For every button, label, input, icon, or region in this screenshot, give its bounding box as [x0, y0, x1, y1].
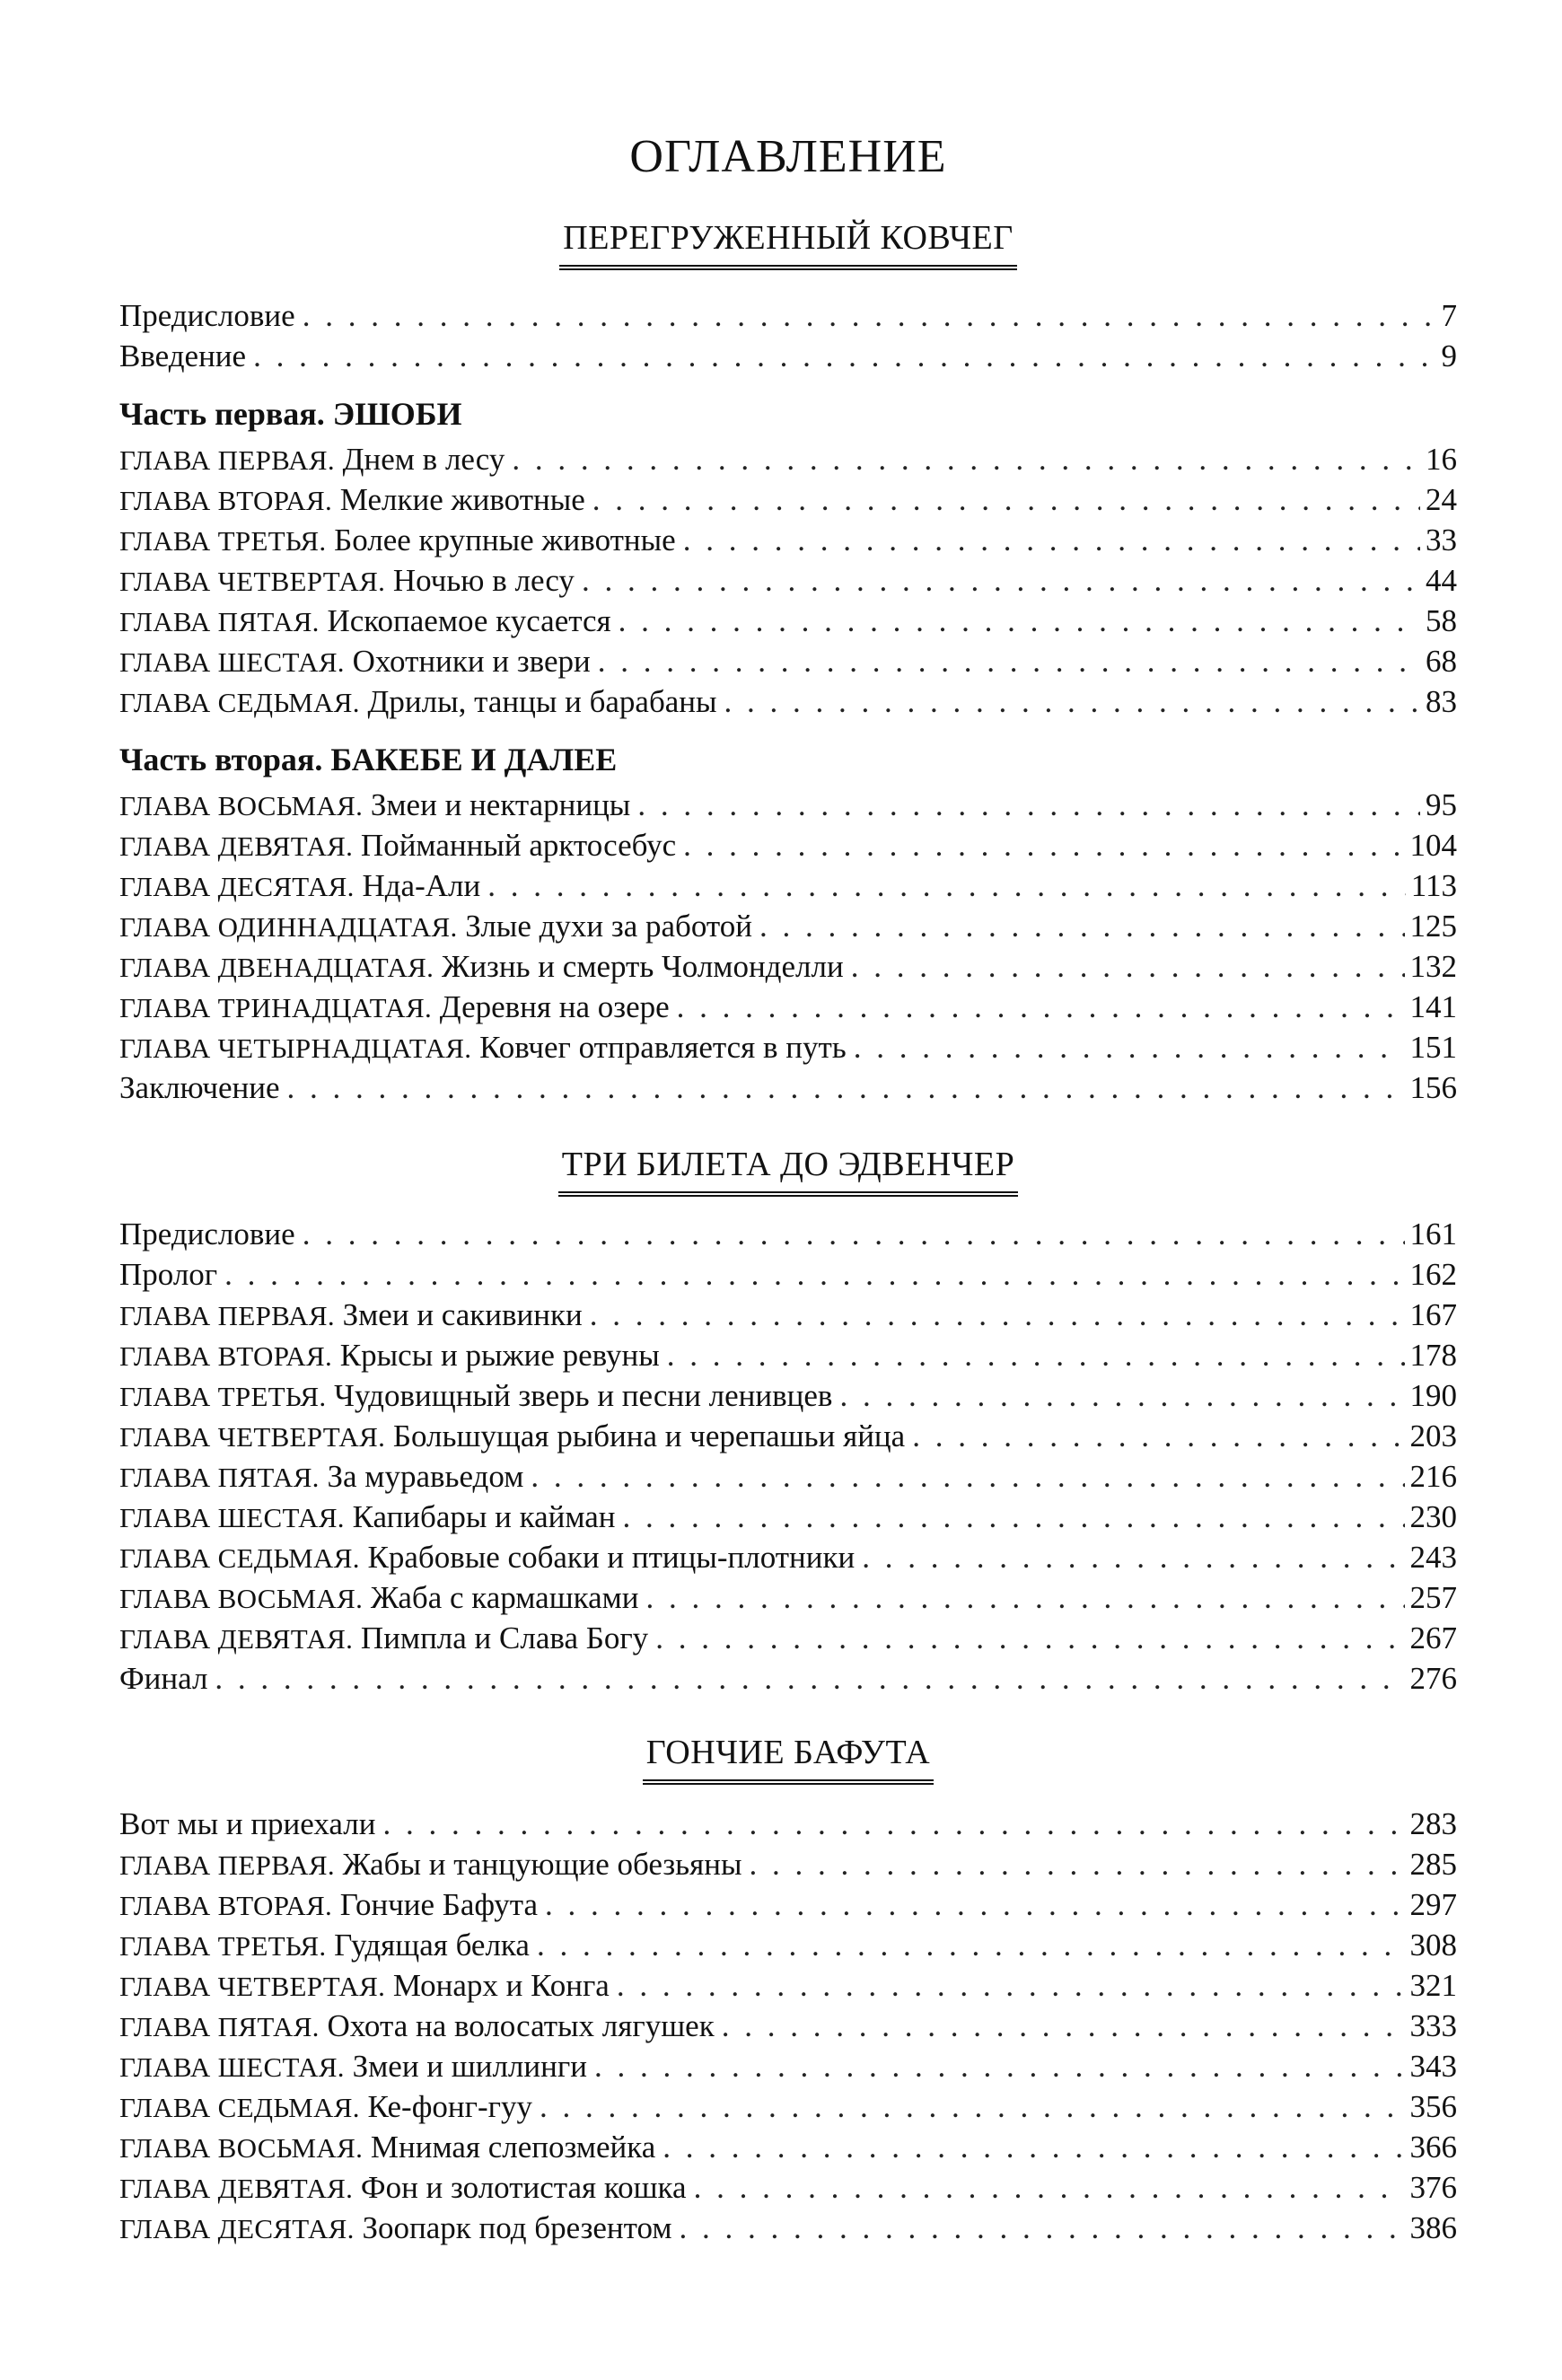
chapter-number: ГЛАВА ТРЕТЬЯ.	[119, 1930, 327, 1962]
toc-entry[interactable]	[119, 1297, 1457, 1338]
dot-leader	[724, 684, 1420, 720]
dot-leader	[487, 868, 1406, 904]
chapter-number: ГЛАВА ТРЕТЬЯ.	[119, 1381, 327, 1412]
entry-title: Вот мы и приехали	[119, 1806, 376, 1841]
dot-leader	[839, 1378, 1404, 1414]
page-number: 216	[1409, 1459, 1457, 1494]
toc-entry[interactable]	[119, 1418, 1457, 1459]
toc-entry[interactable]	[119, 684, 1457, 725]
part-heading: Часть вторая. БАКЕБЕ И ДАЛЕЕ	[119, 742, 618, 777]
chapter-number: ГЛАВА ТРЕТЬЯ.	[119, 525, 327, 557]
chapter-number: ГЛАВА ВОСЬМАЯ.	[119, 1583, 364, 1614]
dot-leader	[590, 1297, 1405, 1333]
page-number: 156	[1409, 1070, 1457, 1105]
page-number: 95	[1426, 787, 1457, 822]
chapter-number: ГЛАВА ЧЕТВЕРТАЯ.	[119, 1971, 386, 2002]
toc-entry[interactable]	[119, 1216, 1457, 1257]
entry-title: Заключение	[119, 1070, 280, 1105]
toc-entry[interactable]	[119, 523, 1457, 563]
toc-entry[interactable]	[119, 2170, 1457, 2210]
dot-leader	[215, 1661, 1404, 1697]
entry-title: ГЛАВА ТРЕТЬЯ. Гудящая белка	[119, 1928, 530, 1963]
chapter-number: ГЛАВА СЕДЬМАЯ.	[119, 2092, 360, 2123]
page-number: 113	[1410, 868, 1457, 903]
chapter-number: ГЛАВА ЧЕТВЕРТАЯ.	[119, 566, 386, 597]
page-number: 83	[1426, 684, 1457, 719]
entry-title: ГЛАВА ДЕСЯТАЯ. Нда-Али	[119, 868, 481, 903]
page-number: 386	[1409, 2210, 1457, 2245]
page-number: 151	[1409, 1030, 1457, 1065]
toc-entry[interactable]	[119, 1806, 1457, 1847]
toc-entry[interactable]	[119, 787, 1457, 828]
dot-leader	[637, 787, 1420, 823]
chapter-number: ГЛАВА ЧЕТВЕРТАЯ.	[119, 1421, 386, 1453]
chapter-number: ГЛАВА ПЯТАЯ.	[119, 1462, 320, 1493]
dot-leader	[224, 1257, 1404, 1293]
entry-title: ГЛАВА ТРИНАДЦАТАЯ. Деревня на озере	[119, 989, 670, 1024]
entry-title: ГЛАВА ШЕСТАЯ. Охотники и звери	[119, 644, 591, 679]
toc-entry[interactable]	[119, 1887, 1457, 1928]
entry-title: Пролог	[119, 1257, 218, 1292]
entry-title: ГЛАВА СЕДЬМАЯ. Крабовые собаки и птицы-плотники	[119, 1540, 856, 1575]
entry-title: ГЛАВА ВОСЬМАЯ. Змеи и нектарницы	[119, 787, 631, 822]
book-title-wrap	[119, 1733, 1457, 1785]
toc-entry[interactable]	[119, 1070, 1457, 1111]
entry-title: ГЛАВА ДЕСЯТАЯ. Зоопарк под брезентом	[119, 2210, 672, 2245]
toc-entry[interactable]	[119, 644, 1457, 684]
dot-leader	[537, 1928, 1405, 1963]
dot-leader	[677, 989, 1405, 1025]
dot-leader	[287, 1070, 1405, 1106]
dot-leader	[683, 523, 1420, 558]
page-number: 190	[1409, 1378, 1457, 1413]
entry-title: ГЛАВА ПЯТАЯ. За муравьедом	[119, 1459, 524, 1494]
chapter-number: ГЛАВА ВОСЬМАЯ.	[119, 2132, 364, 2164]
toc-entry[interactable]	[119, 2008, 1457, 2049]
page-number: 141	[1409, 989, 1457, 1024]
toc-entry[interactable]	[119, 482, 1457, 523]
dot-leader	[545, 1887, 1405, 1923]
chapter-number: ГЛАВА ПЯТАЯ.	[119, 606, 320, 637]
entry-title: ГЛАВА ДВЕНАДЦАТАЯ. Жизнь и смерть Чолмонделли	[119, 949, 844, 984]
page-title: ОГЛАВЛЕНИЕ	[629, 131, 947, 182]
dot-leader	[646, 1580, 1405, 1616]
page-number: 276	[1409, 1661, 1457, 1696]
dot-leader	[512, 442, 1420, 478]
entry-title: ГЛАВА СЕДЬМАЯ. Дрилы, танцы и барабаны	[119, 684, 717, 719]
chapter-number: ГЛАВА ВТОРАЯ.	[119, 1890, 333, 1921]
page-number: 243	[1409, 1540, 1457, 1575]
dot-leader	[592, 482, 1420, 518]
page-number: 333	[1409, 2008, 1457, 2043]
toc-entry[interactable]	[119, 949, 1457, 989]
entry-title: ГЛАВА ТРЕТЬЯ. Чудовищный зверь и песни ленивцев	[119, 1378, 833, 1413]
page-number: 9	[1441, 338, 1457, 373]
chapter-number: ГЛАВА ДВЕНАДЦАТАЯ.	[119, 952, 434, 983]
entry-title: ГЛАВА ДЕВЯТАЯ. Пимпла и Слава Богу	[119, 1620, 649, 1655]
page-number: 308	[1409, 1928, 1457, 1963]
toc-entry[interactable]	[119, 1540, 1457, 1580]
chapter-number: ГЛАВА ПЯТАЯ.	[119, 2011, 320, 2042]
dot-leader	[683, 828, 1404, 864]
page-number: 58	[1426, 603, 1457, 638]
chapter-number: ГЛАВА ШЕСТАЯ.	[119, 646, 345, 678]
entry-title: ГЛАВА ЧЕТВЕРТАЯ. Ночью в лесу	[119, 563, 575, 598]
entry-title: Предисловие	[119, 298, 295, 333]
page-number: 7	[1441, 298, 1457, 333]
entry-title: ГЛАВА ЧЕТЫРНАДЦАТАЯ. Ковчег отправляется в путь	[119, 1030, 847, 1065]
page-number: 203	[1409, 1418, 1457, 1453]
page-number: 178	[1409, 1338, 1457, 1373]
entry-title: Предисловие	[119, 1216, 295, 1251]
chapter-number: ГЛАВА СЕДЬМАЯ.	[119, 1542, 360, 1574]
toc-entry[interactable]	[119, 828, 1457, 868]
part-heading: Часть первая. ЭШОБИ	[119, 396, 462, 432]
dot-leader	[594, 2049, 1405, 2085]
chapter-number: ГЛАВА ДЕВЯТАЯ.	[119, 2173, 354, 2204]
toc-entry[interactable]	[119, 1928, 1457, 1968]
entry-title: ГЛАВА ВТОРАЯ. Гончие Бафута	[119, 1887, 538, 1922]
page-number: 366	[1409, 2130, 1457, 2165]
toc-entry[interactable]	[119, 603, 1457, 644]
page-number: 297	[1409, 1887, 1457, 1922]
toc-entry[interactable]	[119, 1580, 1457, 1620]
book-title: ТРИ БИЛЕТА ДО ЭДВЕНЧЕР	[558, 1145, 1019, 1197]
dot-leader	[623, 1499, 1405, 1535]
toc-entry[interactable]	[119, 1968, 1457, 2008]
chapter-number: ГЛАВА ДЕВЯТАЯ.	[119, 1623, 354, 1655]
toc-entry[interactable]	[119, 1257, 1457, 1297]
chapter-number: ГЛАВА ВТОРАЯ.	[119, 1340, 333, 1372]
page-number: 356	[1409, 2089, 1457, 2124]
toc-entry[interactable]	[119, 2130, 1457, 2170]
entry-title: ГЛАВА ПЯТАЯ. Охота на волосатых лягушек	[119, 2008, 715, 2043]
page-number: 321	[1409, 1968, 1457, 2003]
dot-leader	[679, 2210, 1404, 2246]
dot-leader	[912, 1418, 1404, 1454]
chapter-number: ГЛАВА ТРИНАДЦАТАЯ.	[119, 992, 433, 1023]
chapter-number: ГЛАВА ДЕВЯТАЯ.	[119, 830, 354, 862]
dot-leader	[253, 338, 1435, 374]
toc-entry[interactable]	[119, 1499, 1457, 1540]
page-number: 132	[1409, 949, 1457, 984]
entry-title: Введение	[119, 338, 247, 373]
page-number: 24	[1426, 482, 1457, 517]
dot-leader	[531, 1459, 1404, 1495]
dot-leader	[667, 1338, 1405, 1374]
dot-leader	[722, 2008, 1405, 2044]
dot-leader	[854, 1030, 1405, 1066]
dot-leader	[694, 2170, 1405, 2206]
toc-entry[interactable]	[119, 989, 1457, 1030]
toc-entry[interactable]	[119, 1620, 1457, 1661]
toc-entry[interactable]	[119, 442, 1457, 482]
chapter-number: ГЛАВА ОДИННАДЦАТАЯ.	[119, 911, 458, 943]
chapter-number: ГЛАВА ЧЕТЫРНАДЦАТАЯ.	[119, 1032, 472, 1064]
chapter-number: ГЛАВА ВОСЬМАЯ.	[119, 790, 364, 821]
dot-leader	[759, 909, 1405, 944]
entry-title: ГЛАВА ЧЕТВЕРТАЯ. Монарх и Конга	[119, 1968, 610, 2003]
book-title-wrap	[119, 218, 1457, 270]
dot-leader	[303, 298, 1436, 334]
page-number: 343	[1409, 2049, 1457, 2084]
page-number: 33	[1426, 523, 1457, 558]
page-number: 104	[1409, 828, 1457, 863]
chapter-number: ГЛАВА СЕДЬМАЯ.	[119, 687, 360, 718]
dot-leader	[655, 1620, 1404, 1656]
entry-title: ГЛАВА ВОСЬМАЯ. Мнимая слепозмейка	[119, 2130, 656, 2165]
page-number: 257	[1409, 1580, 1457, 1615]
toc-entry[interactable]	[119, 1459, 1457, 1499]
page-number: 68	[1426, 644, 1457, 679]
book-title: ПЕРЕГРУЖЕННЫЙ КОВЧЕГ	[559, 218, 1016, 270]
toc-entry[interactable]	[119, 338, 1457, 379]
chapter-number: ГЛАВА ПЕРВАЯ.	[119, 1849, 335, 1881]
entry-title: ГЛАВА ЧЕТВЕРТАЯ. Большущая рыбина и черепашьи яйца	[119, 1418, 906, 1453]
toc-entry[interactable]	[119, 2210, 1457, 2251]
entry-title: ГЛАВА ПЯТАЯ. Ископаемое кусается	[119, 603, 611, 638]
dot-leader	[862, 1540, 1404, 1576]
page-number: 16	[1426, 442, 1457, 477]
dot-leader	[663, 2130, 1404, 2165]
entry-title: ГЛАВА ПЕРВАЯ. Жабы и танцующие обезьяны	[119, 1847, 742, 1882]
page-number: 230	[1409, 1499, 1457, 1534]
chapter-number: ГЛАВА ШЕСТАЯ.	[119, 2051, 345, 2083]
toc-entry[interactable]	[119, 909, 1457, 949]
dot-leader	[749, 1847, 1404, 1883]
entry-title: ГЛАВА ОДИННАДЦАТАЯ. Злые духи за работой	[119, 909, 752, 944]
toc-entry[interactable]	[119, 298, 1457, 338]
chapter-number: ГЛАВА ПЕРВАЯ.	[119, 444, 335, 476]
chapter-number: ГЛАВА ДЕСЯТАЯ.	[119, 871, 355, 902]
dot-leader	[303, 1216, 1405, 1252]
page-number: 162	[1409, 1257, 1457, 1292]
toc-entry[interactable]	[119, 1661, 1457, 1701]
page-number: 125	[1409, 909, 1457, 944]
chapter-number: ГЛАВА ДЕСЯТАЯ.	[119, 2213, 355, 2244]
page-number: 267	[1409, 1620, 1457, 1655]
entry-title: ГЛАВА ВТОРАЯ. Крысы и рыжие ревуны	[119, 1338, 660, 1373]
toc-entry[interactable]	[119, 1338, 1457, 1378]
toc-entry[interactable]	[119, 1030, 1457, 1070]
entry-title: ГЛАВА ШЕСТАЯ. Змеи и шиллинги	[119, 2049, 587, 2084]
dot-leader	[617, 1968, 1405, 2004]
entry-title: Финал	[119, 1661, 208, 1696]
toc-entry[interactable]	[119, 868, 1457, 909]
entry-title: ГЛАВА ВТОРАЯ. Мелкие животные	[119, 482, 585, 517]
page-number: 376	[1409, 2170, 1457, 2205]
page-number: 161	[1409, 1216, 1457, 1251]
page-number: 285	[1409, 1847, 1457, 1882]
dot-leader	[851, 949, 1405, 985]
toc-entry[interactable]	[119, 2049, 1457, 2089]
chapter-number: ГЛАВА ВТОРАЯ.	[119, 485, 333, 516]
toc-entry[interactable]	[119, 1847, 1457, 1887]
entry-title: ГЛАВА ДЕВЯТАЯ. Пойманный арктосебус	[119, 828, 677, 863]
book-title-wrap	[119, 1145, 1457, 1197]
chapter-number: ГЛАВА ШЕСТАЯ.	[119, 1502, 345, 1533]
book-title: ГОНЧИЕ БАФУТА	[643, 1733, 934, 1785]
page-number: 283	[1409, 1806, 1457, 1841]
dot-leader	[382, 1806, 1404, 1842]
entry-title: ГЛАВА ТРЕТЬЯ. Более крупные животные	[119, 523, 676, 558]
page-number: 167	[1409, 1297, 1457, 1332]
entry-title: ГЛАВА ВОСЬМАЯ. Жаба с кармашками	[119, 1580, 639, 1615]
dot-leader	[598, 644, 1420, 680]
dot-leader	[619, 603, 1420, 639]
page-number: 44	[1426, 563, 1457, 598]
entry-title: ГЛАВА ПЕРВАЯ. Змеи и сакивинки	[119, 1297, 583, 1332]
toc-entry[interactable]	[119, 563, 1457, 603]
toc-entry[interactable]	[119, 2089, 1457, 2130]
dot-leader	[540, 2089, 1405, 2125]
entry-title: ГЛАВА СЕДЬМАЯ. Ке-фонг-гуу	[119, 2089, 532, 2124]
dot-leader	[582, 563, 1420, 599]
entry-title: ГЛАВА ПЕРВАЯ. Днем в лесу	[119, 442, 505, 477]
chapter-number: ГЛАВА ПЕРВАЯ.	[119, 1300, 335, 1331]
entry-title: ГЛАВА ШЕСТАЯ. Капибары и кайман	[119, 1499, 616, 1534]
toc-entry[interactable]	[119, 1378, 1457, 1418]
entry-title: ГЛАВА ДЕВЯТАЯ. Фон и золотистая кошка	[119, 2170, 687, 2205]
